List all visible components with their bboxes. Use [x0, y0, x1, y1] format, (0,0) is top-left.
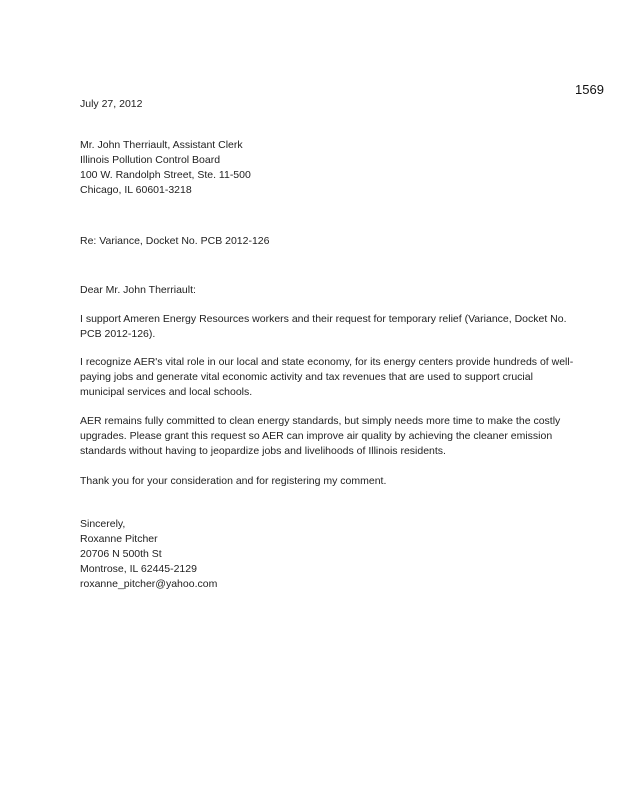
body-paragraph: Thank you for your consideration and for registering my comment.	[80, 475, 387, 487]
body-paragraph: I recognize AER's vital role in our local and state economy, for its energy centers provide hundreds of well-paying jobs and generate vital economic activity and tax revenues that are used to support crucial municipal services and local schools.	[80, 356, 574, 398]
salutation: Dear Mr. John Therriault:	[80, 284, 196, 296]
page-number: 1569	[575, 82, 604, 97]
sender-city: Montrose, IL 62445-2129	[80, 563, 197, 575]
body-paragraph: I support Ameren Energy Resources workers and their request for temporary relief (Variance, Docket No. PCB 2012-126).	[80, 313, 567, 340]
recipient-address	[80, 138, 580, 198]
sender-email: roxanne_pitcher@yahoo.com	[80, 578, 218, 590]
valediction: Sincerely,	[80, 518, 126, 530]
recipient-street: 100 W. Randolph Street, Ste. 11-500	[80, 169, 251, 181]
signature-block	[80, 517, 580, 592]
subject-line: Re: Variance, Docket No. PCB 2012-126	[80, 235, 270, 247]
recipient-name: Mr. John Therriault, Assistant Clerk	[80, 139, 243, 151]
recipient-organization: Illinois Pollution Control Board	[80, 154, 221, 166]
body-paragraph: AER remains fully committed to clean energy standards, but simply needs more time to make the costly upgrades. Please grant this request so AER can improve air quality by achieving the cleaner emission standards without having to jeopardize jobs and livelihoods of Illinois residents.	[80, 415, 561, 457]
sender-name: Roxanne Pitcher	[80, 533, 158, 545]
recipient-city: Chicago, IL 60601-3218	[80, 184, 192, 196]
sender-street: 20706 N 500th St	[80, 548, 162, 560]
letter-date: July 27, 2012	[80, 98, 143, 110]
